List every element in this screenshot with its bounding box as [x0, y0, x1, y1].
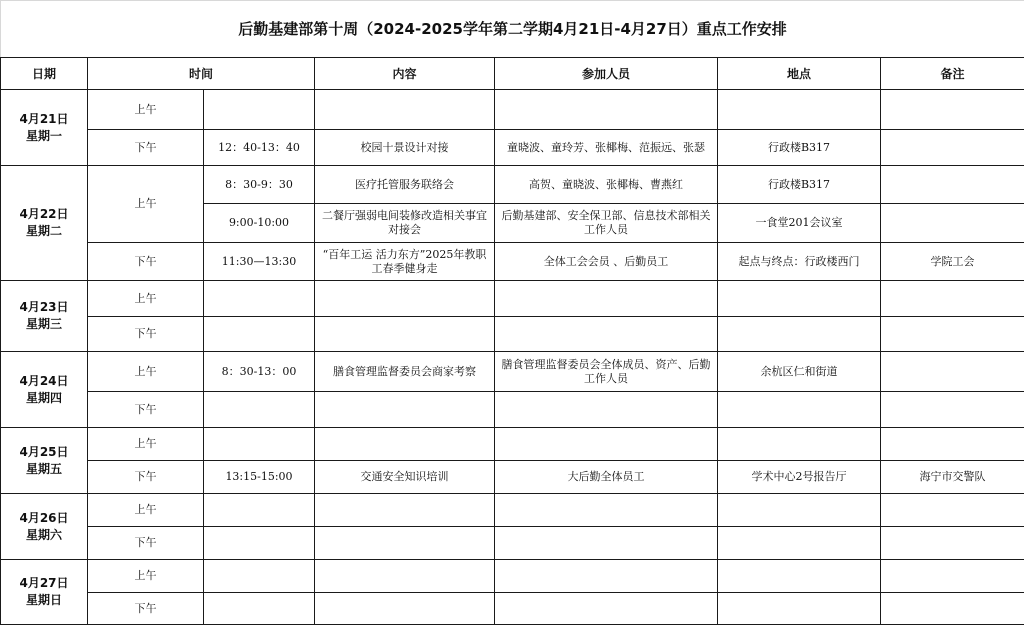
header-date: 日期 [1, 58, 88, 90]
participants-cell [495, 90, 718, 130]
content-cell: 二餐厅强弱电间装修改造相关事宜对接会 [315, 204, 495, 243]
location-cell [718, 494, 881, 527]
location-cell [718, 560, 881, 593]
table-row [1, 352, 1024, 392]
date-cell [1, 352, 88, 428]
table-row [1, 560, 1024, 593]
content-cell [315, 90, 495, 130]
content-cell: “百年工运 活力东方”2025年教职工春季健身走 [315, 243, 495, 281]
date-label: 4月22日 [4, 206, 84, 223]
remarks-cell [881, 130, 1024, 166]
table-row [1, 317, 1024, 352]
header-participants: 参加人员 [495, 58, 718, 90]
content-cell: 交通安全知识培训 [315, 461, 495, 494]
location-cell: 一食堂201会议室 [718, 204, 881, 243]
period-cell: 下午 [88, 392, 204, 428]
header-time: 时间 [88, 58, 315, 90]
remarks-cell [881, 281, 1024, 317]
remarks-cell [881, 392, 1024, 428]
participants-cell: 全体工会会员 、后勤员工 [495, 243, 718, 281]
content-cell [315, 317, 495, 352]
weekday-label: 星期一 [4, 128, 84, 145]
table-row [1, 392, 1024, 428]
weekday-label: 星期日 [4, 592, 84, 609]
period-cell: 上午 [88, 166, 204, 243]
date-label: 4月24日 [4, 373, 84, 390]
remarks-cell [881, 352, 1024, 392]
period-cell: 下午 [88, 130, 204, 166]
period-cell: 上午 [88, 90, 204, 130]
date-cell [1, 560, 88, 625]
content-cell [315, 392, 495, 428]
date-cell [1, 166, 88, 281]
header-remarks: 备注 [881, 58, 1024, 90]
table-row [1, 593, 1024, 625]
table-row [1, 130, 1024, 166]
time-cell [204, 392, 315, 428]
period-cell: 上午 [88, 352, 204, 392]
location-cell [718, 392, 881, 428]
page-title: 后勤基建部第十周（2024-2025学年第二学期4月21日-4月27日）重点工作安排 [1, 1, 1024, 58]
weekday-label: 星期三 [4, 316, 84, 333]
participants-cell: 后勤基建部、安全保卫部、信息技术部相关工作人员 [495, 204, 718, 243]
header-location: 地点 [718, 58, 881, 90]
date-cell [1, 281, 88, 352]
participants-cell: 膳食管理监督委员会全体成员、资产、后勤工作人员 [495, 352, 718, 392]
table-row [1, 166, 1024, 204]
content-cell: 膳食管理监督委员会商家考察 [315, 352, 495, 392]
time-cell [204, 281, 315, 317]
header-row [1, 58, 1024, 90]
table-row [1, 494, 1024, 527]
title-row [1, 1, 1024, 58]
content-cell: 医疗托管服务联络会 [315, 166, 495, 204]
content-cell [315, 527, 495, 560]
period-cell: 下午 [88, 317, 204, 352]
period-cell: 上午 [88, 560, 204, 593]
table-row [1, 90, 1024, 130]
weekday-label: 星期五 [4, 461, 84, 478]
time-cell: 9:00-10:00 [204, 204, 315, 243]
table-row [1, 428, 1024, 461]
table-row [1, 527, 1024, 560]
date-label: 4月27日 [4, 575, 84, 592]
date-cell [1, 494, 88, 560]
content-cell [315, 560, 495, 593]
remarks-cell [881, 560, 1024, 593]
content-cell [315, 428, 495, 461]
participants-cell [495, 428, 718, 461]
remarks-cell: 学院工会 [881, 243, 1024, 281]
time-cell [204, 560, 315, 593]
remarks-cell [881, 527, 1024, 560]
remarks-cell: 海宁市交警队 [881, 461, 1024, 494]
participants-cell: 童晓波、童玲芳、张椰梅、范振远、张瑟 [495, 130, 718, 166]
content-cell: 校园十景设计对接 [315, 130, 495, 166]
remarks-cell [881, 494, 1024, 527]
weekday-label: 星期二 [4, 223, 84, 240]
date-label: 4月25日 [4, 444, 84, 461]
time-cell [204, 593, 315, 625]
remarks-cell [881, 204, 1024, 243]
participants-cell [495, 593, 718, 625]
time-cell [204, 317, 315, 352]
date-label: 4月23日 [4, 299, 84, 316]
remarks-cell [881, 90, 1024, 130]
location-cell: 余杭区仁和街道 [718, 352, 881, 392]
table-row [1, 281, 1024, 317]
location-cell: 起点与终点：行政楼西门 [718, 243, 881, 281]
period-cell: 下午 [88, 461, 204, 494]
table-row [1, 243, 1024, 281]
participants-cell: 高贺、童晓波、张椰梅、曹燕红 [495, 166, 718, 204]
location-cell: 学术中心2号报告厅 [718, 461, 881, 494]
participants-cell [495, 560, 718, 593]
time-cell: 12：40-13：40 [204, 130, 315, 166]
location-cell [718, 281, 881, 317]
period-cell: 上午 [88, 281, 204, 317]
header-content: 内容 [315, 58, 495, 90]
time-cell: 13:15-15:00 [204, 461, 315, 494]
participants-cell [495, 317, 718, 352]
location-cell [718, 317, 881, 352]
time-cell [204, 494, 315, 527]
date-cell [1, 428, 88, 494]
period-cell: 下午 [88, 527, 204, 560]
location-cell [718, 527, 881, 560]
time-cell [204, 90, 315, 130]
participants-cell [495, 281, 718, 317]
participants-cell: 大后勤全体员工 [495, 461, 718, 494]
date-cell [1, 90, 88, 166]
date-label: 4月21日 [4, 111, 84, 128]
location-cell [718, 593, 881, 625]
content-cell [315, 494, 495, 527]
remarks-cell [881, 166, 1024, 204]
location-cell: 行政楼B317 [718, 130, 881, 166]
remarks-cell [881, 593, 1024, 625]
time-cell: 11:30—13:30 [204, 243, 315, 281]
period-cell: 下午 [88, 593, 204, 625]
date-label: 4月26日 [4, 510, 84, 527]
period-cell: 上午 [88, 428, 204, 461]
location-cell [718, 90, 881, 130]
time-cell: 8：30-13：00 [204, 352, 315, 392]
time-cell: 8：30-9：30 [204, 166, 315, 204]
participants-cell [495, 527, 718, 560]
participants-cell [495, 494, 718, 527]
time-cell [204, 527, 315, 560]
weekday-label: 星期四 [4, 390, 84, 407]
period-cell: 上午 [88, 494, 204, 527]
content-cell [315, 281, 495, 317]
remarks-cell [881, 317, 1024, 352]
location-cell: 行政楼B317 [718, 166, 881, 204]
weekday-label: 星期六 [4, 527, 84, 544]
period-cell: 下午 [88, 243, 204, 281]
content-cell [315, 593, 495, 625]
table-row [1, 461, 1024, 494]
participants-cell [495, 392, 718, 428]
time-cell [204, 428, 315, 461]
location-cell [718, 428, 881, 461]
remarks-cell [881, 428, 1024, 461]
